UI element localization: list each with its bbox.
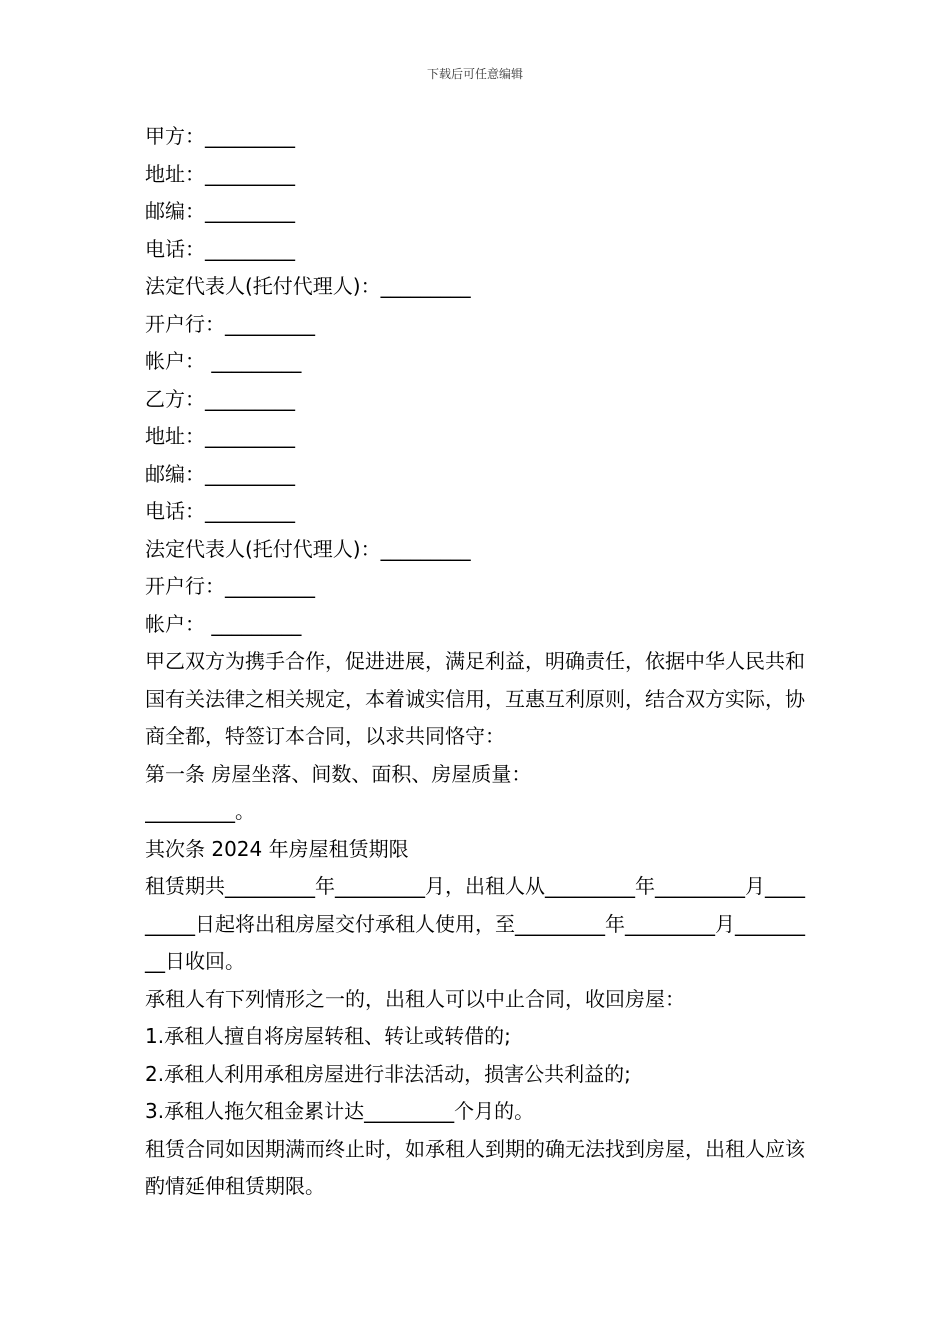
termination-item-3: 3.承租人拖欠租金累计达_________个月的。 (145, 1099, 535, 1123)
party-b-name: 乙方：_________ (145, 386, 295, 411)
party-a-bank: 开户行：_________ (145, 311, 315, 336)
party-b-phone: 电话：_________ (145, 499, 295, 523)
termination-intro: 承租人有下列情形之一的，出租人可以中止合同，收回房屋： (145, 986, 685, 1011)
party-a-phone: 电话：_________ (145, 236, 295, 261)
party-a-representative: 法定代表人(托付代理人)：_________ (145, 274, 471, 298)
article-2-title: 其次条 2024 年房屋租赁期限 (145, 836, 409, 861)
party-a-postcode: 邮编：_________ (145, 199, 295, 223)
party-a-address: 地址：_________ (145, 161, 295, 186)
page-header: 下载后可任意编辑 (426, 67, 523, 81)
party-a-account: 帐户： _________ (145, 349, 302, 373)
renewal-paragraph: 租赁合同如因期满而终止时，如承租人到期的确无法找到房屋，出租人应该酌情延伸租赁期限。 (145, 1136, 805, 1198)
party-b-postcode: 邮编：_________ (145, 461, 295, 486)
party-b-bank: 开户行：_________ (145, 574, 315, 598)
termination-item-1: 1.承租人擅自将房屋转租、转让或转借的; (145, 1024, 511, 1048)
party-b-address: 地址：_________ (145, 424, 295, 448)
lease-term-paragraph: 租赁期共_________年_________月，出租人从_________年_________月_________日起将出租房屋交付承租人使用，至_________年_________月_________日收回。 (145, 874, 805, 973)
party-a-name: 甲方：_________ (145, 124, 295, 148)
party-b-representative: 法定代表人(托付代理人)：_________ (145, 536, 471, 561)
preamble-paragraph: 甲乙双方为携手合作，促进进展，满足利益，明确责任，依据中华人民共和国有关法律之相关规定，本着诚实信用，互惠互利原则，结合双方实际，协商全都，特签订本合同，以求共同恪守： (145, 649, 805, 748)
contract-body (145, 118, 809, 1206)
article-1-blank: _________。 (145, 799, 255, 823)
termination-item-2: 2.承租人利用承租房屋进行非法活动，损害公共利益的; (145, 1061, 631, 1086)
article-1-title: 第一条 房屋坐落、间数、面积、房屋质量： (145, 761, 532, 786)
party-b-account: 帐户： _________ (145, 611, 302, 636)
